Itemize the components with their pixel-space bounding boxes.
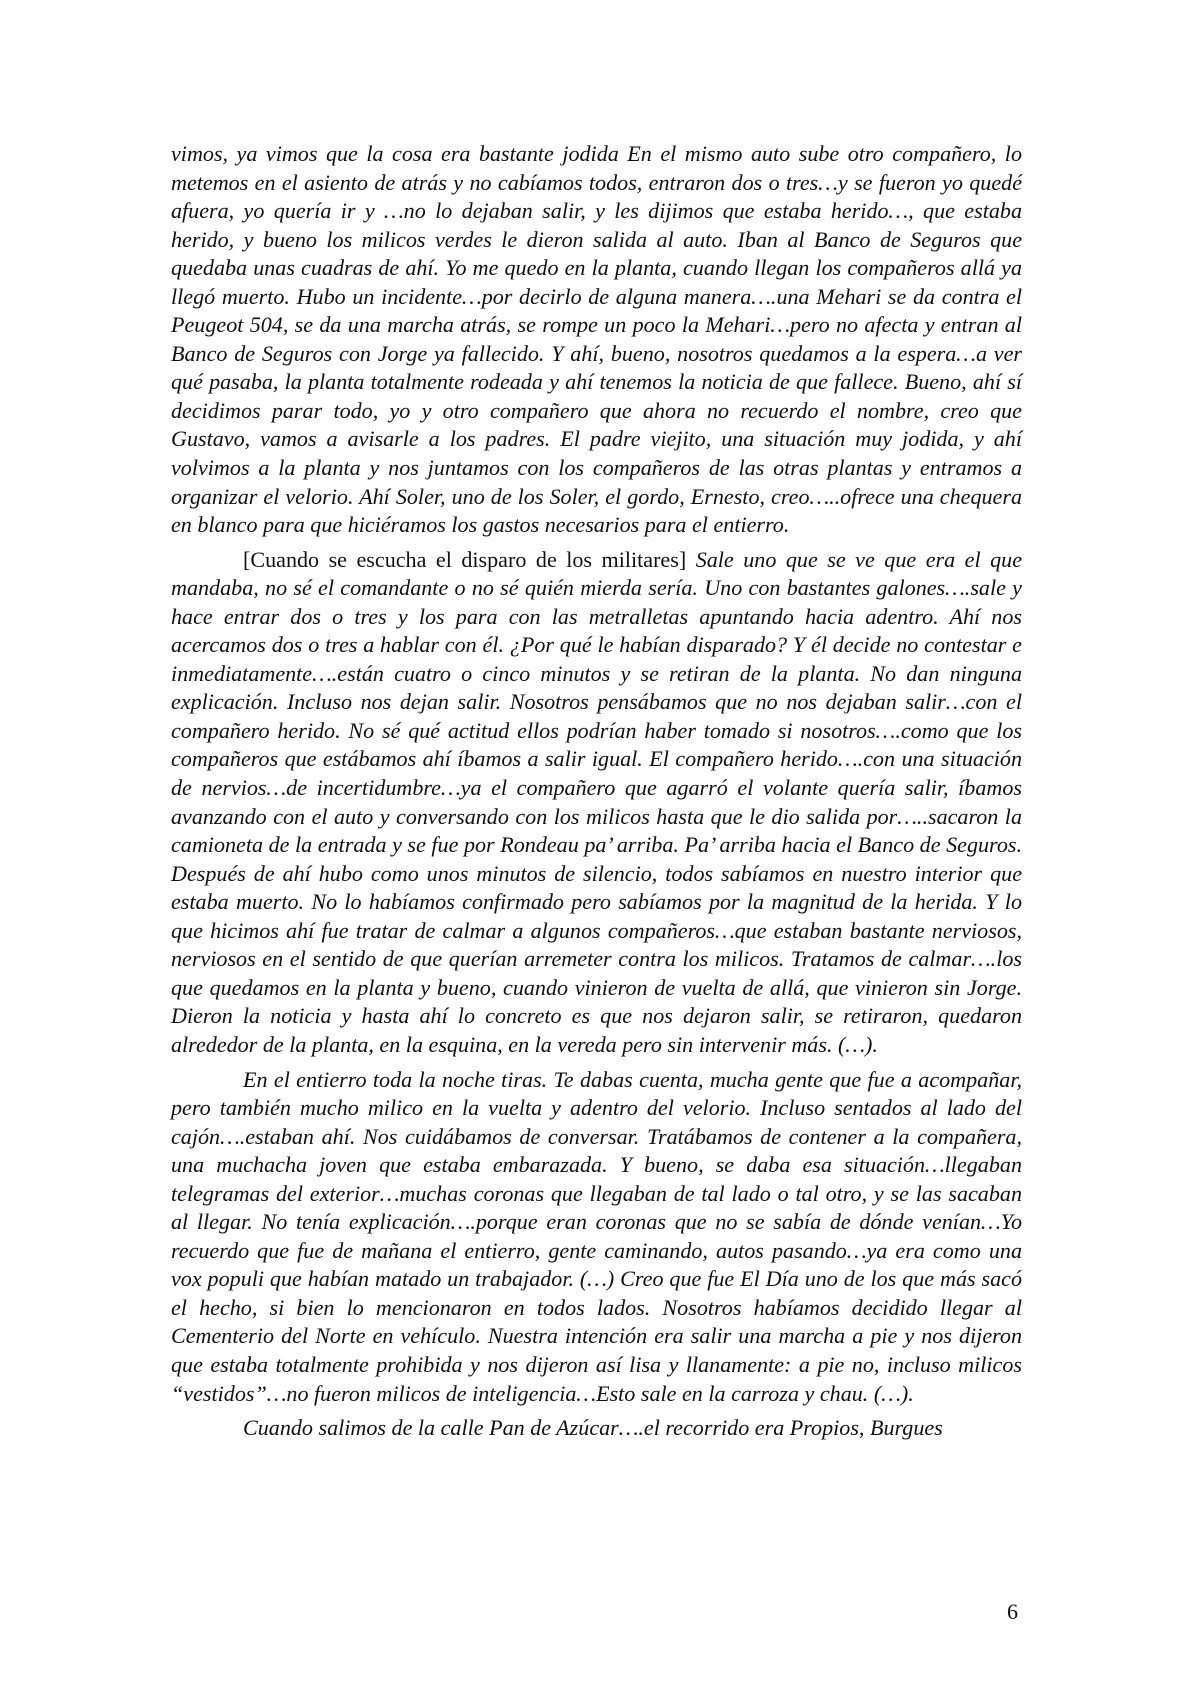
paragraph-4 (171, 1414, 1022, 1443)
paragraph-2-bracket-note: [Cuando se escucha el disparo de los militares] (243, 546, 696, 572)
paragraph-3-text: En el entierro toda la noche tiras. Te dabas cuenta, mucha gente que fue a acompañar, pero también mucho milico en la vuelta y adentro del velorio. Incluso sentados al lado del cajón….estaban ahí. Nos cuidábamos de conversar. Tratábamos de contener a la compañera, una muchacha joven que estaba embarazada. Y bueno, se daba esa situación…llegaban telegramas del exterior…muchas coronas que llegaban de tal lado o tal otro, y se las sacaban al llegar. No tenía explicación….porque eran coronas que no se sabía de dónde venían…Yo recuerdo que fue de mañana el entierro, gente caminando, autos pasando…ya era como una vox populi que habían matado un trabajador. (…) Creo que fue El Día uno de los que más sacó el hecho, si bien lo mencionaron en todos lados. Nosotros habíamos decidido llegar al Cementerio del Norte en vehículo. Nuestra intención era salir una marcha a pie y nos dijeron que estaba totalmente prohibida y nos dijeron así lisa y llanamente: a pie no, incluso milicos “vestidos”…no fueron milicos de inteligencia…Esto sale en la carroza y chau. (…). (171, 1066, 1022, 1406)
paragraph-2-text: Sale uno que se ve que era el que mandaba, no sé el comandante o no sé quién mierda sería. Uno con bastantes galones….sale y hace entrar dos o tres y los para con las metralletas apuntando hacia adentro. Ahí nos acercamos dos o tres a hablar con él. ¿Por qué le habían disparado? Y él decide no contestar e inmediatamente….están cuatro o cinco minutos y se retiran de la planta. No dan ninguna explicación. Incluso nos dejan salir. Nosotros pensábamos que no nos dejaban salir…con el compañero herido. No sé qué actitud ellos podrían haber tomado si nosotros….como que los compañeros que estábamos ahí íbamos a salir igual. El compañero herido….con una situación de nervios…de incertidumbre…ya el compañero que agarró el volante quería salir, íbamos avanzando con el auto y conversando con los milicos hasta que le dio salida por…..sacaron la camioneta de la entrada y se fue por Rondeau pa’ arriba. Pa’ arriba hacia el Banco de Seguros. Después de ahí hubo como unos minutos de silencio, todos sabíamos en nuestro interior que estaba muerto. No lo habíamos confirmado pero sabíamos por la magnitud de la herida. Y lo que hicimos ahí fue tratar de calmar a algunos compañeros…que estaban bastante nerviosos, nerviosos en el sentido de que querían arremeter contra los milicos. Tratamos de calmar….los que quedamos en la planta y bueno, cuando vinieron de vuelta de allá, que vinieron sin Jorge. Dieron la noticia y hasta ahí lo concreto es que nos dejaron salir, se retiraron, quedaron alrededor de la planta, en la esquina, en la vereda pero sin intervenir más. (…). (171, 546, 1022, 1057)
paragraph-1-text: vimos, ya vimos que la cosa era bastante jodida En el mismo auto sube otro compañero, lo metemos en el asiento de atrás y no cabíamos todos, entraron dos o tres…y se fueron yo quedé afuera, yo quería ir y …no lo dejaban salir, y les dijimos que estaba herido…, que estaba herido, y bueno los milicos verdes le dieron salida al auto. Iban al Banco de Seguros que quedaba unas cuadras de ahí. Yo me quedo en la planta, cuando llegan los compañeros allá ya llegó muerto. Hubo un incidente…por decirlo de alguna manera….una Mehari se da contra el Peugeot 504, se da una marcha atrás, se rompe un poco la Mehari…pero no afecta y entran al Banco de Seguros con Jorge ya fallecido. Y ahí, bueno, nosotros quedamos a la espera…a ver qué pasaba, la planta totalmente rodeada y ahí tenemos la noticia de que fallece. Bueno, ahí sí decidimos parar todo, yo y otro compañero que ahora no recuerdo el nombre, creo que Gustavo, vamos a avisarle a los padres. El padre viejito, una situación muy jodida, y ahí volvimos a la planta y nos juntamos con los compañeros de las otras plantas y entramos a organizar el velorio. Ahí Soler, uno de los Soler, el gordo, Ernesto, creo…..ofrece una chequera en blanco para que hiciéramos los gastos necesarios para el entierro. (171, 141, 1022, 538)
paragraph-3 (171, 1066, 1022, 1409)
paragraph-4-text: Cuando salimos de la calle Pan de Azúcar….el recorrido era Propios, Burgues (243, 1415, 943, 1441)
page-number: 6 (1007, 1599, 1018, 1624)
paragraph-1 (171, 140, 1022, 540)
page-body (171, 140, 1022, 1443)
paragraph-2 (171, 546, 1022, 1060)
